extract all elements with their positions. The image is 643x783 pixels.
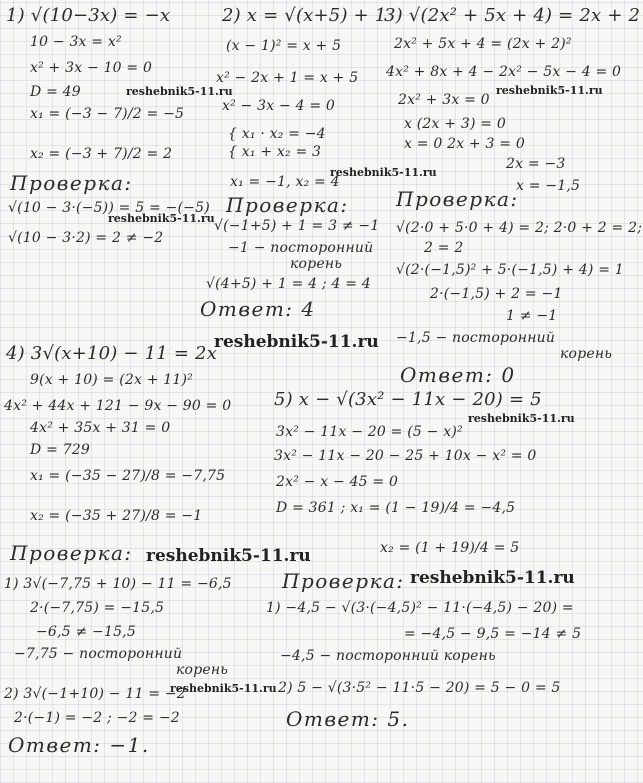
answer-line: Ответ: 4 [200, 297, 316, 321]
note-line: −1,5 − посторонний [396, 330, 556, 346]
equation-line: √(2·(−1,5)² + 5·(−1,5) + 4) = 1 [396, 262, 624, 278]
equation-line: x (2x + 3) = 0 [404, 116, 506, 132]
equation-line: x₂ = (1 + 19)/4 = 5 [380, 540, 520, 556]
answer-line: Ответ: −1. [8, 733, 150, 757]
equation-line: 4x² + 8x + 4 − 2x² − 5x − 4 = 0 [386, 64, 622, 80]
check-heading: Проверка: [10, 171, 133, 195]
equation-line: x = 0 2x + 3 = 0 [404, 136, 525, 152]
note-line: корень [560, 346, 613, 362]
check-heading: Проверка: [282, 569, 405, 593]
equation-line: √(4+5) + 1 = 4 ; 4 = 4 [206, 276, 371, 292]
equation-line: 3x² − 11x − 20 − 25 + 10x − x² = 0 [274, 448, 537, 464]
equation-line: x² − 2x + 1 = x + 5 [216, 70, 359, 86]
equation-line: √(2·0 + 5·0 + 4) = 2; 2·0 + 2 = 2; [396, 220, 643, 236]
equation-line: 3) √(2x² + 5x + 4) = 2x + 2 [384, 5, 641, 26]
equation-line: D = 361 ; x₁ = (1 − 19)/4 = −4,5 [276, 500, 516, 516]
equation-line: 4) 3√(x+10) − 11 = 2x [6, 343, 218, 364]
answer-line: Ответ: 0 [400, 363, 516, 387]
equation-line: √(10 − 3·(−5)) = 5 = −(−5) [8, 200, 210, 216]
equation-line: 1) √(10−3x) = −x [6, 5, 171, 26]
equation-line: 2x² + 3x = 0 [398, 92, 490, 108]
equation-line: −6,5 ≠ −15,5 [36, 624, 136, 640]
watermark: reshebnik5-11.ru [468, 412, 575, 425]
note-line: корень [290, 256, 343, 272]
equation-line: (x − 1)² = x + 5 [226, 38, 342, 54]
equation-line: x₂ = (−3 + 7)/2 = 2 [30, 146, 173, 162]
equation-line: 4x² + 35x + 31 = 0 [30, 420, 171, 436]
equation-line: x² − 3x − 4 = 0 [222, 98, 336, 114]
watermark: reshebnik5-11.ru [214, 332, 379, 352]
equation-line: x₂ = (−35 + 27)/8 = −1 [30, 508, 203, 524]
watermark: reshebnik5-11.ru [108, 212, 215, 225]
equation-line: 3x² − 11x − 20 = (5 − x)² [276, 424, 463, 440]
equation-line: 4x² + 44x + 121 − 9x − 90 = 0 [4, 398, 232, 414]
equation-line: 1) −4,5 − √(3·(−4,5)² − 11·(−4,5) − 20) = [266, 600, 574, 616]
equation-line: 5) x − √(3x² − 11x − 20) = 5 [274, 389, 542, 410]
equation-line: 2) 5 − √(3·5² − 11·5 − 20) = 5 − 0 = 5 [278, 680, 561, 696]
watermark: reshebnik5-11.ru [330, 166, 437, 179]
equation-line: 9(x + 10) = (2x + 11)² [30, 372, 193, 388]
equation-line: 1) 3√(−7,75 + 10) − 11 = −6,5 [4, 576, 232, 592]
equation-line: x₁ = (−3 − 7)/2 = −5 [30, 106, 185, 122]
equation-line: x = −1,5 [516, 178, 581, 194]
watermark: reshebnik5-11.ru [170, 682, 277, 695]
equation-line: D = 729 [30, 442, 90, 458]
equation-line: D = 49 [30, 84, 81, 100]
equation-line: { x₁ · x₂ = −4 [228, 126, 326, 142]
equation-line: 1 ≠ −1 [506, 308, 558, 324]
equation-line: 2 = 2 [424, 240, 464, 256]
equation-line: 2x² − x − 45 = 0 [276, 474, 399, 490]
check-heading: Проверка: [226, 193, 349, 217]
watermark: reshebnik5-11.ru [410, 568, 575, 588]
equation-line: 2) x = √(x+5) + 1 [222, 5, 387, 26]
watermark: reshebnik5-11.ru [496, 84, 603, 97]
equation-line: = −4,5 − 9,5 = −14 ≠ 5 [404, 626, 582, 642]
equation-line: 2·(−1,5) + 2 = −1 [430, 286, 563, 302]
equation-line: 2·(−7,75) = −15,5 [30, 600, 165, 616]
check-heading: Проверка: [10, 541, 133, 565]
note-line: −1 − посторонний [228, 240, 374, 256]
answer-line: Ответ: 5. [286, 707, 410, 731]
equation-line: 2x² + 5x + 4 = (2x + 2)² [394, 36, 572, 52]
equation-line: x₁ = −1, x₂ = 4 [230, 174, 340, 190]
note-line: −7,75 − посторонний [14, 646, 183, 662]
equation-line: √(−1+5) + 1 = 3 ≠ −1 [214, 218, 380, 234]
equation-line: 2) 3√(−1+10) − 11 = −2 [4, 686, 186, 702]
equation-line: 2·(−1) = −2 ; −2 = −2 [14, 710, 180, 726]
watermark: reshebnik5-11.ru [146, 546, 311, 566]
equation-line: √(10 − 3·2) = 2 ≠ −2 [8, 230, 164, 246]
equation-line: 2x = −3 [506, 156, 566, 172]
equation-line: x² + 3x − 10 = 0 [30, 60, 153, 76]
equation-line: 10 − 3x = x² [30, 34, 122, 50]
note-line: −4,5 − посторонний корень [280, 648, 496, 664]
equation-line: { x₁ + x₂ = 3 [228, 144, 322, 160]
note-line: корень [176, 662, 229, 678]
check-heading: Проверка: [396, 187, 519, 211]
watermark: reshebnik5-11.ru [126, 85, 233, 98]
equation-line: x₁ = (−35 − 27)/8 = −7,75 [30, 468, 226, 484]
